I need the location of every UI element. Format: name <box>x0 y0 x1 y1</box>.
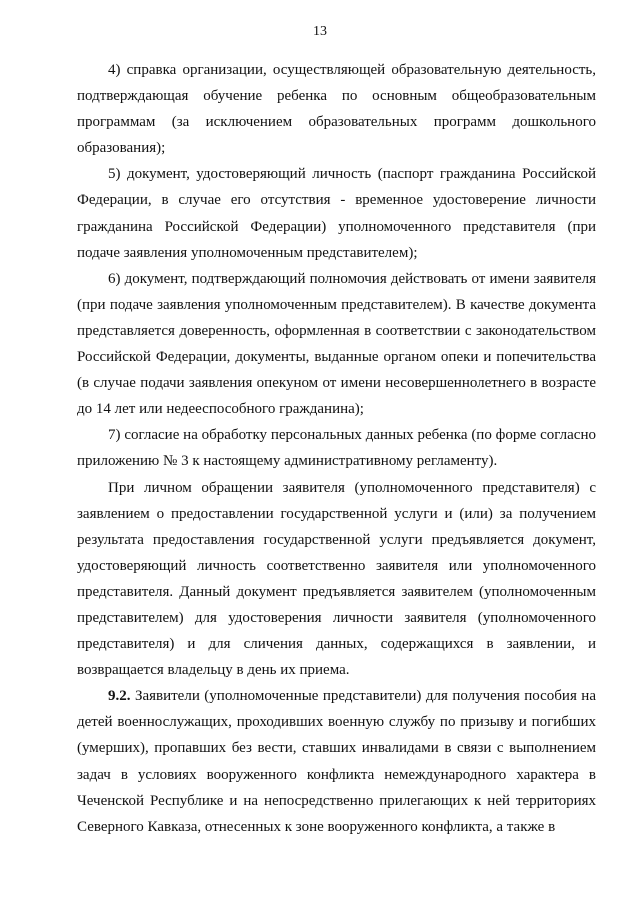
paragraph-item-5: 5) документ, удостоверяющий личность (паспорт гражданина Российской Федерации, в случае его отсутствия - временное удостоверение личности гражданина Российской Федерации) уполномоченного представителя (при подаче заявления уполномоченным представителем); <box>77 166 596 261</box>
paragraph-personal-appeal: При личном обращении заявителя (уполномоченного представителя) с заявлением о предоставлении государственной услуги и (или) за получением результата предоставления государственной услуги предъявляется документ, удостоверяющий личность соответственно заявителя или уполномоченного представителя. Данный документ предъявляется заявителем (уполномоченным представителем) для удостоверения личности заявителя (уполномоченного представителя) и для сличения данных, содержащихся в заявлении, и возвращается владельцу в день их приема. <box>77 479 596 679</box>
section-text: Заявители (уполномоченные представители) для получения пособия на детей военнослужащих, проходивших военную службу по призыву и погибших (умерших), пропавших без вести, ставших инвалидами в связи с выполнением задач в условиях вооруженного конфликта немеждународного характера в Чеченской Республике и на непосредственно прилегающих к ней территориях Северного Кавказа, отнесенных к зоне вооруженного конфликта, а также в <box>77 688 596 835</box>
paragraph-item-7: 7) согласие на обработку персональных данных ребенка (по форме согласно приложению № 3 к настоящему административному регламенту). <box>77 427 596 470</box>
section-number: 9.2. <box>108 688 131 705</box>
document-body <box>77 57 596 840</box>
paragraph-item-4: 4) справка организации, осуществляющей образовательную деятельность, подтверждающая обучение ребенка по основным общеобразовательным программам (за исключением образовательных программ дошкольного образования); <box>77 62 596 157</box>
paragraph-item-6: 6) документ, подтверждающий полномочия действовать от имени заявителя (при подаче заявления уполномоченным представителем). В качестве документа представляется доверенность, оформленная в соответствии с законодательством Российской Федерации, документы, выданные органом опеки и попечительства (в случае подачи заявления опекуном от имени несовершеннолетнего в возрасте до 14 лет или недееспособного гражданина); <box>77 270 596 418</box>
section-9-2-paragraph <box>77 683 596 840</box>
page-number: 13 <box>313 24 327 39</box>
